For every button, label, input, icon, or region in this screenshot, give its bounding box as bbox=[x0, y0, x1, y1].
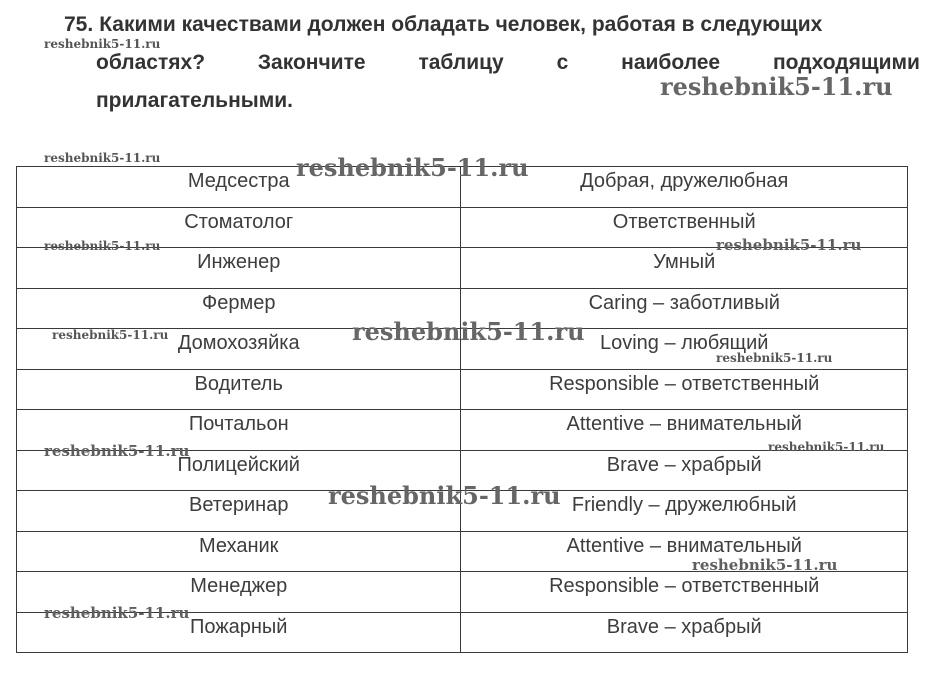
quality-cell: Attentive – внимательный bbox=[461, 410, 908, 451]
watermark: reshebnik5-11.ru bbox=[352, 317, 585, 346]
watermark: reshebnik5-11.ru bbox=[716, 236, 862, 254]
watermark: reshebnik5-11.ru bbox=[44, 239, 161, 253]
task-line-1 bbox=[64, 6, 920, 44]
watermark: reshebnik5-11.ru bbox=[296, 153, 529, 182]
watermark: reshebnik5-11.ru bbox=[44, 442, 190, 460]
table-row bbox=[17, 207, 908, 248]
profession-cell: Медсестра bbox=[17, 167, 461, 208]
quality-cell: Brave – храбрый bbox=[461, 612, 908, 653]
task-word: подходящими bbox=[773, 51, 920, 74]
profession-cell: Пожарный bbox=[17, 612, 461, 653]
quality-cell: Brave – храбрый bbox=[461, 450, 908, 491]
professions-table bbox=[16, 166, 908, 653]
profession-cell: Фермер bbox=[17, 288, 461, 329]
task-word: с bbox=[556, 51, 569, 74]
quality-cell: Friendly – дружелюбный bbox=[461, 491, 908, 532]
quality-cell: Caring – заботливый bbox=[461, 288, 908, 329]
table-row bbox=[17, 369, 908, 410]
profession-cell: Инженер bbox=[17, 248, 461, 289]
profession-cell: Почтальон bbox=[17, 410, 461, 451]
task-word: областях? bbox=[96, 51, 206, 74]
quality-cell: Attentive – внимательный bbox=[461, 531, 908, 572]
watermark: reshebnik5-11.ru bbox=[660, 72, 893, 101]
watermark: reshebnik5-11.ru bbox=[716, 351, 833, 365]
watermark: reshebnik5-11.ru bbox=[44, 151, 161, 165]
profession-cell: Менеджер bbox=[17, 572, 461, 613]
watermark: reshebnik5-11.ru bbox=[328, 481, 561, 510]
quality-cell: Responsible – ответственный bbox=[461, 572, 908, 613]
task-line-2 bbox=[64, 44, 920, 82]
watermark: reshebnik5-11.ru bbox=[44, 604, 190, 622]
quality-cell: Добрая, дружелюбная bbox=[461, 167, 908, 208]
task-number: 75. bbox=[64, 13, 94, 36]
profession-cell: Механик bbox=[17, 531, 461, 572]
table-row bbox=[17, 288, 908, 329]
quality-cell: Ответственный bbox=[461, 207, 908, 248]
watermark: reshebnik5-11.ru bbox=[692, 556, 838, 574]
table-row bbox=[17, 531, 908, 572]
task-line-3 bbox=[64, 82, 920, 120]
watermark: reshebnik5-11.ru bbox=[768, 440, 885, 454]
task-line-3-text: прилагательными. bbox=[96, 89, 293, 112]
table-row bbox=[17, 410, 908, 451]
profession-cell: Домохозяйка bbox=[17, 329, 461, 370]
table-row bbox=[17, 491, 908, 532]
task-word: таблицу bbox=[418, 51, 504, 74]
watermark: reshebnik5-11.ru bbox=[52, 328, 169, 342]
table-row bbox=[17, 450, 908, 491]
profession-cell: Ветеринар bbox=[17, 491, 461, 532]
task-word: Закончите bbox=[257, 51, 366, 74]
task-statement bbox=[64, 6, 920, 120]
profession-cell: Стоматолог bbox=[17, 207, 461, 248]
table-row bbox=[17, 572, 908, 613]
profession-cell: Водитель bbox=[17, 369, 461, 410]
quality-cell: Loving – любящий bbox=[461, 329, 908, 370]
task-line-1-text: Какими качествами должен обладать человек, работая в следующих bbox=[99, 13, 823, 36]
table-row bbox=[17, 329, 908, 370]
table-row bbox=[17, 612, 908, 653]
quality-cell: Умный bbox=[461, 248, 908, 289]
task-word: наиболее bbox=[621, 51, 721, 74]
profession-cell: Полицейский bbox=[17, 450, 461, 491]
quality-cell: Responsible – ответственный bbox=[461, 369, 908, 410]
watermark: reshebnik5-11.ru bbox=[44, 37, 161, 51]
table-row bbox=[17, 167, 908, 208]
table-row bbox=[17, 248, 908, 289]
